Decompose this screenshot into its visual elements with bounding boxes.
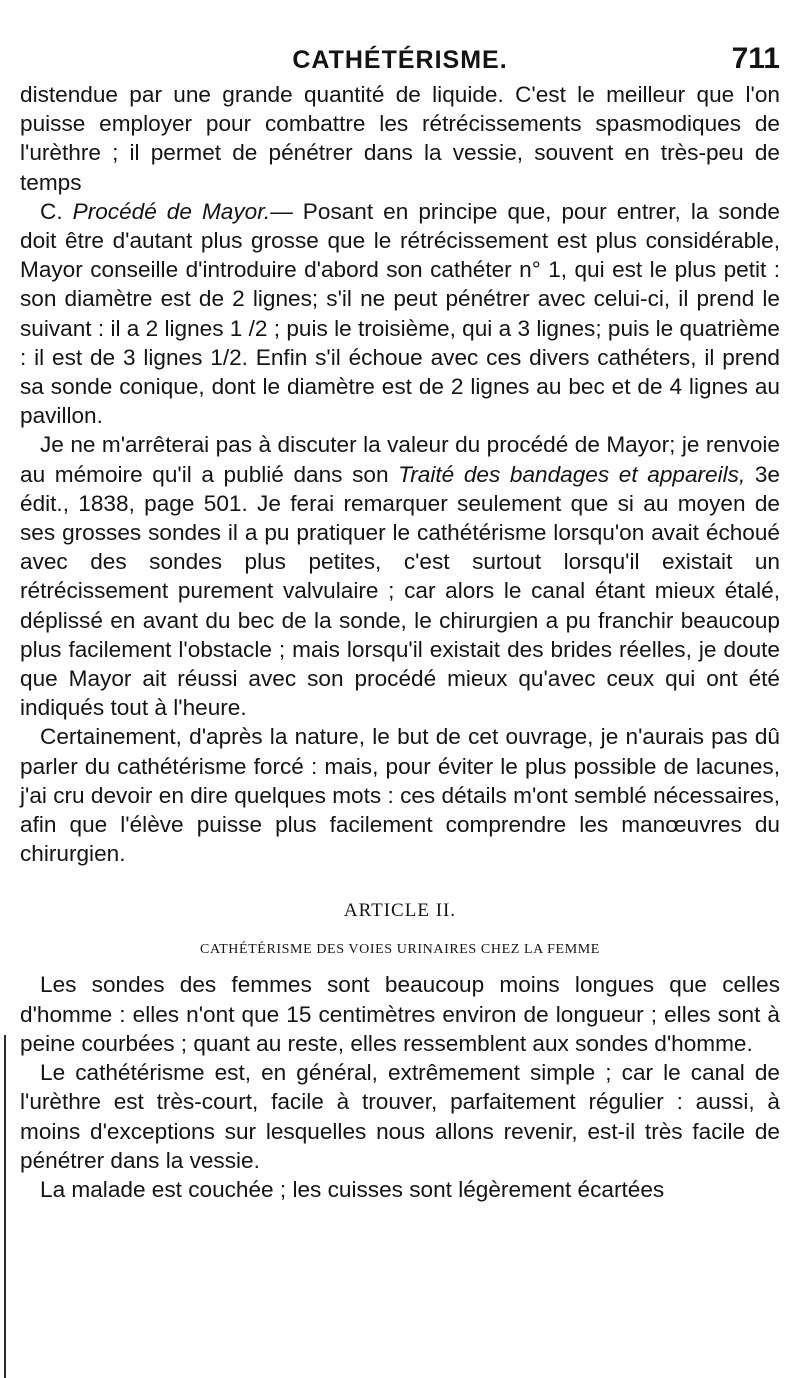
paragraph-catheterism-simple: Le cathétérisme est, en général, extrêmement simple ; car le canal de l'urèthre est très-court, facile à trouver, parfaitement régulier : aussi, à moins d'exceptions sur lesquelles nous allons revenir, est-il très facile de pénétrer dans la vessie. (20, 1060, 780, 1173)
book-title-reference: Traité des bandages et appareils, (398, 461, 746, 487)
book-page (20, 0, 780, 1204)
page-header (20, 0, 780, 80)
paragraph-rest: — Posant en principe que, pour entrer, la sonde doit être d'autant plus grosse que le rétrécissement est plus considérable, Mayor conseille d'introduire d'abord son cathéter n° 1, qui est le plus petit : son diamètre est de 2 lignes; s'il ne peut pénétrer avec celui-ci, il prend le suivant : il a 2 lignes 1 /2 ; puis le troisième, qui a 3 lignes; puis le quatrième : il est de 3 lignes 1/2. Enfin s'il échoue avec ces divers cathéters, il prend sa sonde conique, dont le diamètre est de 2 lignes au bec et de 4 lignes au pavillon. (20, 198, 780, 429)
paragraph-conclusion: Certainement, d'après la nature, le but de cet ouvrage, je n'aurais pas dû parler du cathétérisme forcé : mais, pour éviter le plus possible de lacunes, j'ai cru devoir en dire quelques mots : ces détails m'ont semblé nécessaires, afin que l'élève puisse plus facilement comprendre les manœuvres du chirurgien. (20, 724, 780, 867)
procedure-heading: Procédé de Mayor. (72, 198, 271, 224)
body-text-part1 (20, 80, 780, 868)
paragraph-rest: 3e édit., 1838, page 501. Je ferai remarquer seulement que si au moyen de ses grosses sondes il a pu pratiquer le cathétérisme lorsqu'on avait échoué avec des sondes plus petites, c'est surtout lorsqu'il existait un rétrécissement purement valvulaire ; car alors le canal étant mieux étalé, déplissé en avant du bec de la sonde, le chirurgien a pu franchir beaucoup plus facilement l'obstacle ; mais lorsqu'il existait des brides réelles, je doute que Mayor ait réussi avec son procédé mieux qu'avec ceux qui ont été indiqués tout à l'heure. (20, 461, 780, 721)
body-text-part2 (20, 970, 780, 1204)
paragraph-lead: Je ne m'arrêterai pas à discuter la valeur du procédé de Mayor; je renvoie au mémoire qu'il a publié dans son (20, 432, 780, 487)
paragraph-female-sondes: Les sondes des femmes sont beaucoup moins longues que celles d'homme : elles n'ont que 15 centimètres environ de longueur ; elles sont à peine courbées ; quant au reste, elles ressemblent aux sondes d'homme. (20, 972, 780, 1056)
paragraph-continuation: distendue par une grande quantité de liquide. C'est le meilleur que l'on puisse employer pour combattre les rétrécissements spasmodiques de l'urèthre ; il permet de pénétrer dans la vessie, souvent en très-peu de temps (20, 82, 780, 195)
paragraph-discussion (20, 430, 780, 722)
section-title: CATHÉTÉRISME DES VOIES URINAIRES CHEZ LA FEMME (200, 942, 600, 958)
paragraph-patient-position: La malade est couchée ; les cuisses sont légèrement écartées (40, 1176, 665, 1202)
paragraph-mayor-procedure (20, 197, 780, 431)
scan-margin-line (4, 1035, 6, 1378)
page-number: 711 (731, 42, 780, 75)
paragraph-lead: C. (40, 198, 73, 224)
article-title: ARTICLE II. (343, 900, 457, 922)
running-title: CATHÉTÉRISME. (292, 46, 508, 74)
